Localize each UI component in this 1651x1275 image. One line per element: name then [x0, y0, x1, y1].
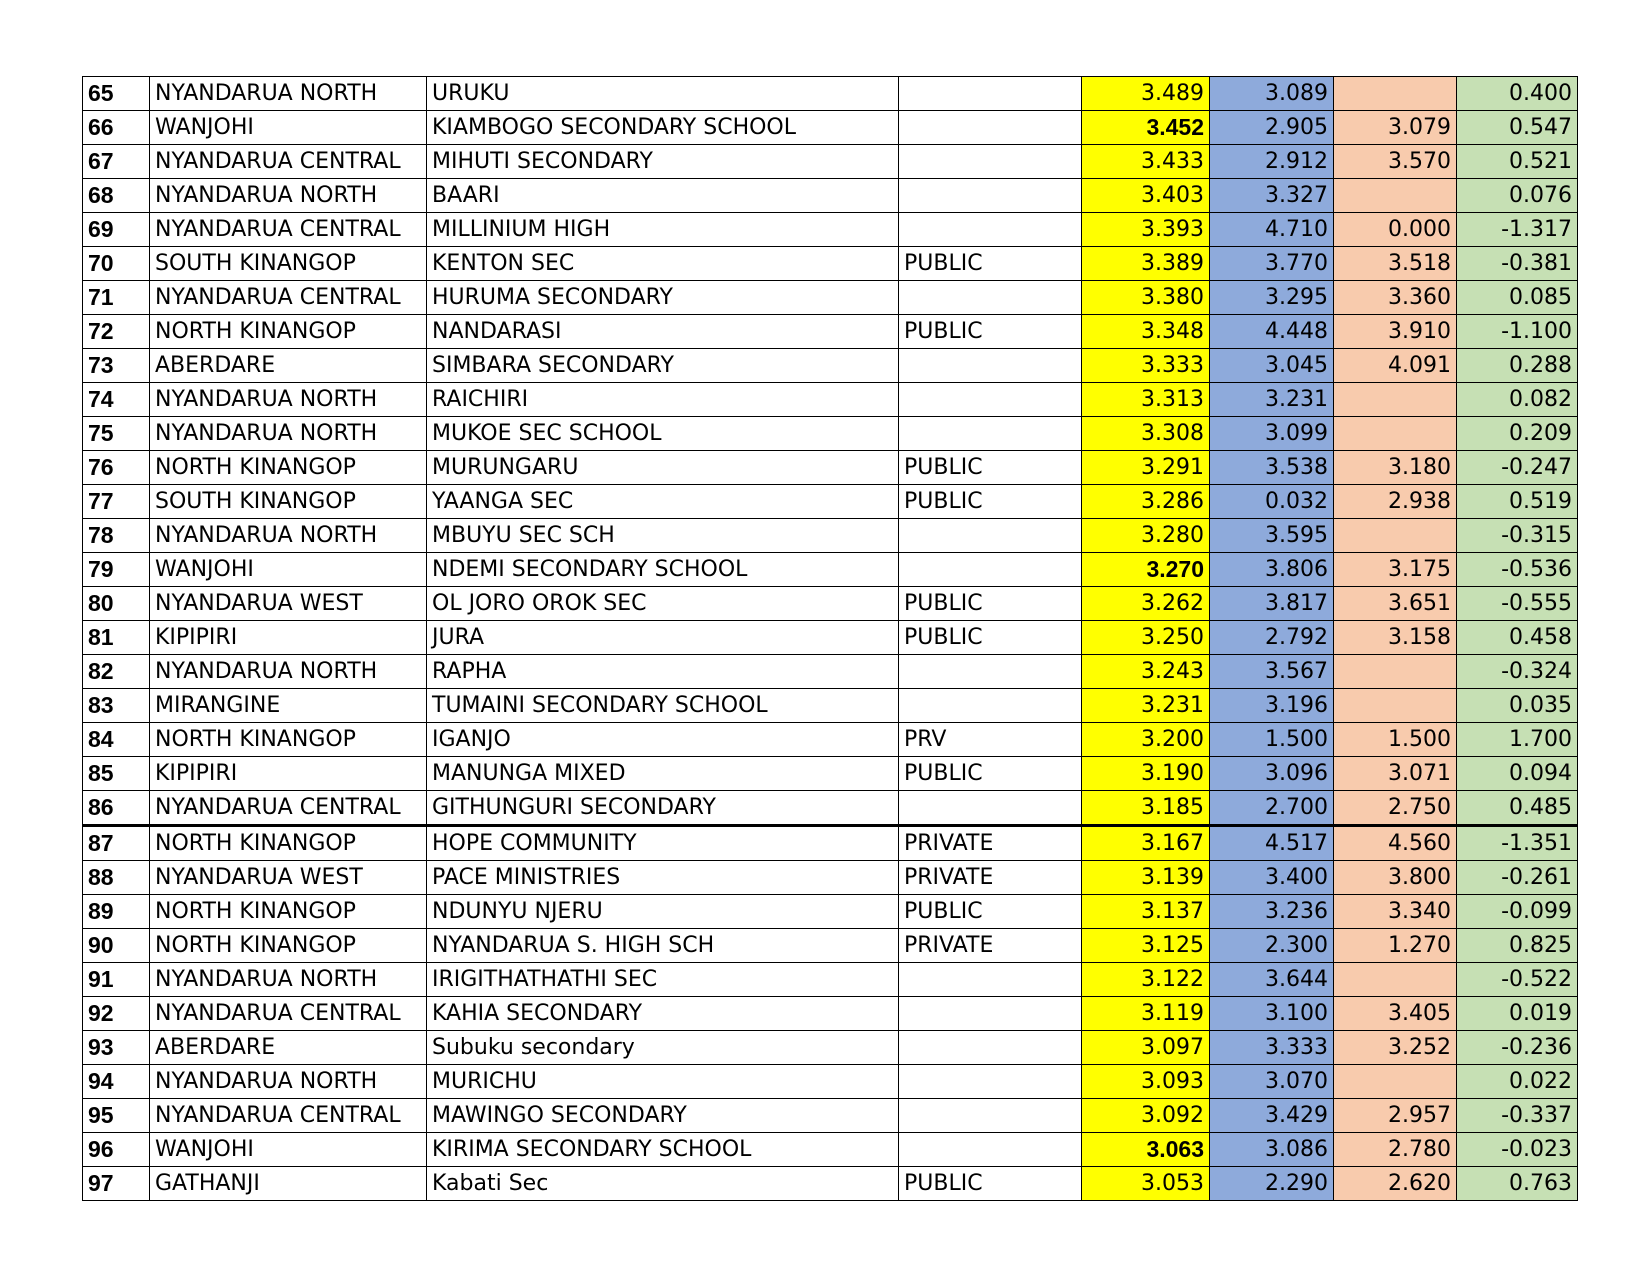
earlier-mean-cell: 3.518: [1334, 247, 1457, 281]
category-cell: [899, 213, 1082, 247]
previous-mean-cell: 3.096: [1210, 757, 1334, 791]
sub-county-cell: NYANDARUA WEST: [150, 587, 427, 621]
mean-score-cell: 3.185: [1082, 791, 1210, 826]
school-name-cell: MBUYU SEC SCH: [427, 519, 899, 553]
table-row: [83, 826, 1578, 861]
deviation-cell: 0.519: [1457, 485, 1578, 519]
earlier-mean-cell: 1.270: [1334, 929, 1457, 963]
earlier-mean-cell: 3.175: [1334, 553, 1457, 587]
mean-score-cell: 3.190: [1082, 757, 1210, 791]
school-name-cell: KENTON SEC: [427, 247, 899, 281]
sub-county-cell: SOUTH KINANGOP: [150, 485, 427, 519]
school-name-cell: Kabati Sec: [427, 1167, 899, 1201]
mean-score-cell: 3.139: [1082, 861, 1210, 895]
row-number: 68: [83, 179, 150, 213]
deviation-cell: -1.317: [1457, 213, 1578, 247]
mean-score-cell: 3.122: [1082, 963, 1210, 997]
deviation-cell: -0.337: [1457, 1099, 1578, 1133]
table-row: [83, 929, 1578, 963]
row-number: 75: [83, 417, 150, 451]
previous-mean-cell: 2.700: [1210, 791, 1334, 826]
category-cell: [899, 145, 1082, 179]
school-name-cell: OL JORO OROK SEC: [427, 587, 899, 621]
sub-county-cell: WANJOHI: [150, 553, 427, 587]
row-number: 94: [83, 1065, 150, 1099]
row-number: 97: [83, 1167, 150, 1201]
school-name-cell: HOPE COMMUNITY: [427, 826, 899, 861]
earlier-mean-cell: 3.800: [1334, 861, 1457, 895]
table-row: [83, 451, 1578, 485]
table-row: [83, 553, 1578, 587]
previous-mean-cell: 2.905: [1210, 111, 1334, 145]
category-cell: [899, 791, 1082, 826]
mean-score-cell: 3.291: [1082, 451, 1210, 485]
previous-mean-cell: 3.100: [1210, 997, 1334, 1031]
earlier-mean-cell: 3.252: [1334, 1031, 1457, 1065]
mean-score-cell: 3.389: [1082, 247, 1210, 281]
mean-score-cell: 3.097: [1082, 1031, 1210, 1065]
row-number: 81: [83, 621, 150, 655]
mean-score-cell: 3.280: [1082, 519, 1210, 553]
sub-county-cell: NORTH KINANGOP: [150, 895, 427, 929]
row-number: 88: [83, 861, 150, 895]
table-row: [83, 519, 1578, 553]
school-name-cell: IGANJO: [427, 723, 899, 757]
earlier-mean-cell: 3.405: [1334, 997, 1457, 1031]
row-number: 84: [83, 723, 150, 757]
deviation-cell: 0.035: [1457, 689, 1578, 723]
mean-score-cell: 3.380: [1082, 281, 1210, 315]
sub-county-cell: NYANDARUA WEST: [150, 861, 427, 895]
category-cell: PUBLIC: [899, 757, 1082, 791]
sub-county-cell: NYANDARUA CENTRAL: [150, 145, 427, 179]
earlier-mean-cell: 3.071: [1334, 757, 1457, 791]
deviation-cell: -0.099: [1457, 895, 1578, 929]
previous-mean-cell: 2.290: [1210, 1167, 1334, 1201]
earlier-mean-cell: [1334, 383, 1457, 417]
deviation-cell: -0.315: [1457, 519, 1578, 553]
deviation-cell: -0.261: [1457, 861, 1578, 895]
school-name-cell: NDEMI SECONDARY SCHOOL: [427, 553, 899, 587]
mean-score-cell: 3.092: [1082, 1099, 1210, 1133]
school-name-cell: KAHIA SECONDARY: [427, 997, 899, 1031]
school-name-cell: RAICHIRI: [427, 383, 899, 417]
row-number: 72: [83, 315, 150, 349]
row-number: 89: [83, 895, 150, 929]
row-number: 85: [83, 757, 150, 791]
earlier-mean-cell: 1.500: [1334, 723, 1457, 757]
deviation-cell: -0.023: [1457, 1133, 1578, 1167]
row-number: 87: [83, 826, 150, 861]
mean-score-cell: 3.231: [1082, 689, 1210, 723]
table-row: [83, 145, 1578, 179]
sub-county-cell: NORTH KINANGOP: [150, 929, 427, 963]
previous-mean-cell: 3.770: [1210, 247, 1334, 281]
mean-score-cell: 3.093: [1082, 1065, 1210, 1099]
category-cell: PUBLIC: [899, 315, 1082, 349]
earlier-mean-cell: 4.560: [1334, 826, 1457, 861]
category-cell: [899, 111, 1082, 145]
deviation-cell: 0.019: [1457, 997, 1578, 1031]
table-row: [83, 383, 1578, 417]
category-cell: [899, 417, 1082, 451]
previous-mean-cell: 3.429: [1210, 1099, 1334, 1133]
category-cell: PUBLIC: [899, 1167, 1082, 1201]
school-name-cell: MAWINGO SECONDARY: [427, 1099, 899, 1133]
mean-score-cell: 3.308: [1082, 417, 1210, 451]
row-number: 82: [83, 655, 150, 689]
earlier-mean-cell: 3.570: [1334, 145, 1457, 179]
sub-county-cell: NYANDARUA CENTRAL: [150, 1099, 427, 1133]
school-name-cell: RAPHA: [427, 655, 899, 689]
row-number: 95: [83, 1099, 150, 1133]
mean-score-cell: 3.313: [1082, 383, 1210, 417]
sub-county-cell: NORTH KINANGOP: [150, 826, 427, 861]
table-row: [83, 587, 1578, 621]
mean-score-cell: 3.243: [1082, 655, 1210, 689]
mean-score-cell: 3.489: [1082, 77, 1210, 111]
category-cell: [899, 519, 1082, 553]
previous-mean-cell: 0.032: [1210, 485, 1334, 519]
table-row: [83, 179, 1578, 213]
deviation-cell: 0.082: [1457, 383, 1578, 417]
sub-county-cell: NYANDARUA NORTH: [150, 655, 427, 689]
deviation-cell: 0.288: [1457, 349, 1578, 383]
previous-mean-cell: 3.817: [1210, 587, 1334, 621]
school-name-cell: BAARI: [427, 179, 899, 213]
earlier-mean-cell: [1334, 1065, 1457, 1099]
deviation-cell: -0.324: [1457, 655, 1578, 689]
sub-county-cell: NORTH KINANGOP: [150, 723, 427, 757]
previous-mean-cell: 3.086: [1210, 1133, 1334, 1167]
deviation-cell: 0.209: [1457, 417, 1578, 451]
mean-score-cell: 3.137: [1082, 895, 1210, 929]
school-name-cell: Subuku secondary: [427, 1031, 899, 1065]
sub-county-cell: NYANDARUA NORTH: [150, 519, 427, 553]
sub-county-cell: NYANDARUA CENTRAL: [150, 213, 427, 247]
mean-score-cell: 3.262: [1082, 587, 1210, 621]
previous-mean-cell: 3.045: [1210, 349, 1334, 383]
earlier-mean-cell: [1334, 655, 1457, 689]
table-row: [83, 723, 1578, 757]
sub-county-cell: ABERDARE: [150, 1031, 427, 1065]
school-name-cell: MIHUTI SECONDARY: [427, 145, 899, 179]
earlier-mean-cell: [1334, 963, 1457, 997]
earlier-mean-cell: 3.340: [1334, 895, 1457, 929]
previous-mean-cell: 3.231: [1210, 383, 1334, 417]
sub-county-cell: NYANDARUA CENTRAL: [150, 281, 427, 315]
row-number: 71: [83, 281, 150, 315]
previous-mean-cell: 4.710: [1210, 213, 1334, 247]
table-body: [83, 77, 1578, 1201]
earlier-mean-cell: [1334, 519, 1457, 553]
deviation-cell: 0.521: [1457, 145, 1578, 179]
sub-county-cell: WANJOHI: [150, 1133, 427, 1167]
row-number: 90: [83, 929, 150, 963]
deviation-cell: 0.076: [1457, 179, 1578, 213]
row-number: 67: [83, 145, 150, 179]
deviation-cell: 0.485: [1457, 791, 1578, 826]
mean-score-cell: 3.403: [1082, 179, 1210, 213]
earlier-mean-cell: 3.158: [1334, 621, 1457, 655]
category-cell: [899, 997, 1082, 1031]
category-cell: PRIVATE: [899, 929, 1082, 963]
previous-mean-cell: 3.327: [1210, 179, 1334, 213]
previous-mean-cell: 3.089: [1210, 77, 1334, 111]
earlier-mean-cell: [1334, 179, 1457, 213]
table-row: [83, 757, 1578, 791]
sub-county-cell: KIPIPIRI: [150, 757, 427, 791]
school-name-cell: GITHUNGURI SECONDARY: [427, 791, 899, 826]
previous-mean-cell: 3.236: [1210, 895, 1334, 929]
category-cell: PUBLIC: [899, 621, 1082, 655]
school-name-cell: JURA: [427, 621, 899, 655]
school-name-cell: MANUNGA MIXED: [427, 757, 899, 791]
deviation-cell: -0.522: [1457, 963, 1578, 997]
category-cell: PUBLIC: [899, 247, 1082, 281]
row-number: 69: [83, 213, 150, 247]
deviation-cell: 0.022: [1457, 1065, 1578, 1099]
deviation-cell: 0.763: [1457, 1167, 1578, 1201]
school-name-cell: KIRIMA SECONDARY SCHOOL: [427, 1133, 899, 1167]
school-name-cell: NDUNYU NJERU: [427, 895, 899, 929]
category-cell: PUBLIC: [899, 451, 1082, 485]
previous-mean-cell: 3.333: [1210, 1031, 1334, 1065]
earlier-mean-cell: 4.091: [1334, 349, 1457, 383]
mean-score-cell: 3.053: [1082, 1167, 1210, 1201]
previous-mean-cell: 3.070: [1210, 1065, 1334, 1099]
mean-score-cell: 3.393: [1082, 213, 1210, 247]
category-cell: [899, 1065, 1082, 1099]
sub-county-cell: NORTH KINANGOP: [150, 451, 427, 485]
school-name-cell: NANDARASI: [427, 315, 899, 349]
sub-county-cell: NYANDARUA NORTH: [150, 417, 427, 451]
school-name-cell: MILLINIUM HIGH: [427, 213, 899, 247]
sub-county-cell: GATHANJI: [150, 1167, 427, 1201]
table-row: [83, 315, 1578, 349]
earlier-mean-cell: 0.000: [1334, 213, 1457, 247]
row-number: 73: [83, 349, 150, 383]
row-number: 79: [83, 553, 150, 587]
mean-score-cell: 3.063: [1082, 1133, 1210, 1167]
previous-mean-cell: 3.806: [1210, 553, 1334, 587]
earlier-mean-cell: 3.360: [1334, 281, 1457, 315]
mean-score-cell: 3.167: [1082, 826, 1210, 861]
mean-score-cell: 3.200: [1082, 723, 1210, 757]
deviation-cell: -0.536: [1457, 553, 1578, 587]
sub-county-cell: NYANDARUA NORTH: [150, 383, 427, 417]
deviation-cell: 1.700: [1457, 723, 1578, 757]
earlier-mean-cell: [1334, 689, 1457, 723]
sub-county-cell: NYANDARUA NORTH: [150, 1065, 427, 1099]
sub-county-cell: NYANDARUA NORTH: [150, 77, 427, 111]
earlier-mean-cell: 2.620: [1334, 1167, 1457, 1201]
category-cell: [899, 349, 1082, 383]
school-name-cell: NYANDARUA S. HIGH SCH: [427, 929, 899, 963]
earlier-mean-cell: 3.079: [1334, 111, 1457, 145]
deviation-cell: 0.085: [1457, 281, 1578, 315]
school-name-cell: IRIGITHATHATHI SEC: [427, 963, 899, 997]
previous-mean-cell: 3.538: [1210, 451, 1334, 485]
category-cell: PRIVATE: [899, 826, 1082, 861]
row-number: 86: [83, 791, 150, 826]
earlier-mean-cell: 2.780: [1334, 1133, 1457, 1167]
school-name-cell: MURICHU: [427, 1065, 899, 1099]
mean-score-cell: 3.433: [1082, 145, 1210, 179]
category-cell: PUBLIC: [899, 485, 1082, 519]
previous-mean-cell: 3.567: [1210, 655, 1334, 689]
deviation-cell: -0.555: [1457, 587, 1578, 621]
deviation-cell: -0.247: [1457, 451, 1578, 485]
category-cell: [899, 553, 1082, 587]
school-name-cell: MUKOE SEC SCHOOL: [427, 417, 899, 451]
table-row: [83, 791, 1578, 826]
row-number: 70: [83, 247, 150, 281]
mean-score-cell: 3.119: [1082, 997, 1210, 1031]
deviation-cell: 0.094: [1457, 757, 1578, 791]
earlier-mean-cell: [1334, 77, 1457, 111]
earlier-mean-cell: 2.938: [1334, 485, 1457, 519]
table-row: [83, 1031, 1578, 1065]
sub-county-cell: KIPIPIRI: [150, 621, 427, 655]
table-row: [83, 689, 1578, 723]
row-number: 92: [83, 997, 150, 1031]
mean-score-cell: 3.270: [1082, 553, 1210, 587]
sub-county-cell: NYANDARUA CENTRAL: [150, 997, 427, 1031]
previous-mean-cell: 3.295: [1210, 281, 1334, 315]
mean-score-cell: 3.286: [1082, 485, 1210, 519]
previous-mean-cell: 3.595: [1210, 519, 1334, 553]
earlier-mean-cell: 3.180: [1334, 451, 1457, 485]
previous-mean-cell: 4.448: [1210, 315, 1334, 349]
row-number: 66: [83, 111, 150, 145]
table-row: [83, 417, 1578, 451]
table-row: [83, 1065, 1578, 1099]
deviation-cell: -1.351: [1457, 826, 1578, 861]
sub-county-cell: WANJOHI: [150, 111, 427, 145]
row-number: 80: [83, 587, 150, 621]
table-row: [83, 247, 1578, 281]
earlier-mean-cell: [1334, 417, 1457, 451]
category-cell: PRIVATE: [899, 861, 1082, 895]
deviation-cell: 0.825: [1457, 929, 1578, 963]
earlier-mean-cell: 2.957: [1334, 1099, 1457, 1133]
category-cell: [899, 655, 1082, 689]
school-name-cell: PACE MINISTRIES: [427, 861, 899, 895]
previous-mean-cell: 3.196: [1210, 689, 1334, 723]
category-cell: PRV: [899, 723, 1082, 757]
category-cell: PUBLIC: [899, 587, 1082, 621]
sub-county-cell: SOUTH KINANGOP: [150, 247, 427, 281]
earlier-mean-cell: 3.651: [1334, 587, 1457, 621]
previous-mean-cell: 3.400: [1210, 861, 1334, 895]
school-name-cell: URUKU: [427, 77, 899, 111]
deviation-cell: -0.381: [1457, 247, 1578, 281]
table-row: [83, 1133, 1578, 1167]
table-row: [83, 1167, 1578, 1201]
school-name-cell: KIAMBOGO SECONDARY SCHOOL: [427, 111, 899, 145]
deviation-cell: 0.458: [1457, 621, 1578, 655]
school-name-cell: TUMAINI SECONDARY SCHOOL: [427, 689, 899, 723]
deviation-cell: 0.400: [1457, 77, 1578, 111]
category-cell: [899, 383, 1082, 417]
school-name-cell: HURUMA SECONDARY: [427, 281, 899, 315]
table-row: [83, 963, 1578, 997]
row-number: 76: [83, 451, 150, 485]
table-row: [83, 77, 1578, 111]
previous-mean-cell: 1.500: [1210, 723, 1334, 757]
row-number: 78: [83, 519, 150, 553]
previous-mean-cell: 3.644: [1210, 963, 1334, 997]
table-row: [83, 111, 1578, 145]
previous-mean-cell: 3.099: [1210, 417, 1334, 451]
category-cell: [899, 77, 1082, 111]
mean-score-cell: 3.452: [1082, 111, 1210, 145]
school-name-cell: SIMBARA SECONDARY: [427, 349, 899, 383]
sub-county-cell: NYANDARUA NORTH: [150, 179, 427, 213]
previous-mean-cell: 2.300: [1210, 929, 1334, 963]
deviation-cell: 0.547: [1457, 111, 1578, 145]
sub-county-cell: MIRANGINE: [150, 689, 427, 723]
table-row: [83, 655, 1578, 689]
previous-mean-cell: 2.792: [1210, 621, 1334, 655]
table-row: [83, 1099, 1578, 1133]
table-row: [83, 861, 1578, 895]
category-cell: [899, 1133, 1082, 1167]
category-cell: [899, 281, 1082, 315]
table-row: [83, 997, 1578, 1031]
row-number: 77: [83, 485, 150, 519]
category-cell: PUBLIC: [899, 895, 1082, 929]
row-number: 65: [83, 77, 150, 111]
mean-score-cell: 3.333: [1082, 349, 1210, 383]
row-number: 93: [83, 1031, 150, 1065]
mean-score-cell: 3.125: [1082, 929, 1210, 963]
sub-county-cell: ABERDARE: [150, 349, 427, 383]
category-cell: [899, 179, 1082, 213]
earlier-mean-cell: 3.910: [1334, 315, 1457, 349]
previous-mean-cell: 4.517: [1210, 826, 1334, 861]
row-number: 96: [83, 1133, 150, 1167]
school-name-cell: YAANGA SEC: [427, 485, 899, 519]
row-number: 83: [83, 689, 150, 723]
school-name-cell: MURUNGARU: [427, 451, 899, 485]
earlier-mean-cell: 2.750: [1334, 791, 1457, 826]
table-row: [83, 281, 1578, 315]
table-row: [83, 485, 1578, 519]
mean-score-cell: 3.348: [1082, 315, 1210, 349]
previous-mean-cell: 2.912: [1210, 145, 1334, 179]
deviation-cell: -0.236: [1457, 1031, 1578, 1065]
row-number: 91: [83, 963, 150, 997]
category-cell: [899, 1099, 1082, 1133]
table-row: [83, 213, 1578, 247]
sub-county-cell: NYANDARUA CENTRAL: [150, 791, 427, 826]
table-row: [83, 895, 1578, 929]
category-cell: [899, 689, 1082, 723]
sub-county-cell: NYANDARUA NORTH: [150, 963, 427, 997]
deviation-cell: -1.100: [1457, 315, 1578, 349]
table-row: [83, 621, 1578, 655]
row-number: 74: [83, 383, 150, 417]
table-row: [83, 349, 1578, 383]
sub-county-cell: NORTH KINANGOP: [150, 315, 427, 349]
category-cell: [899, 1031, 1082, 1065]
mean-score-cell: 3.250: [1082, 621, 1210, 655]
category-cell: [899, 963, 1082, 997]
results-table: [82, 76, 1578, 1201]
